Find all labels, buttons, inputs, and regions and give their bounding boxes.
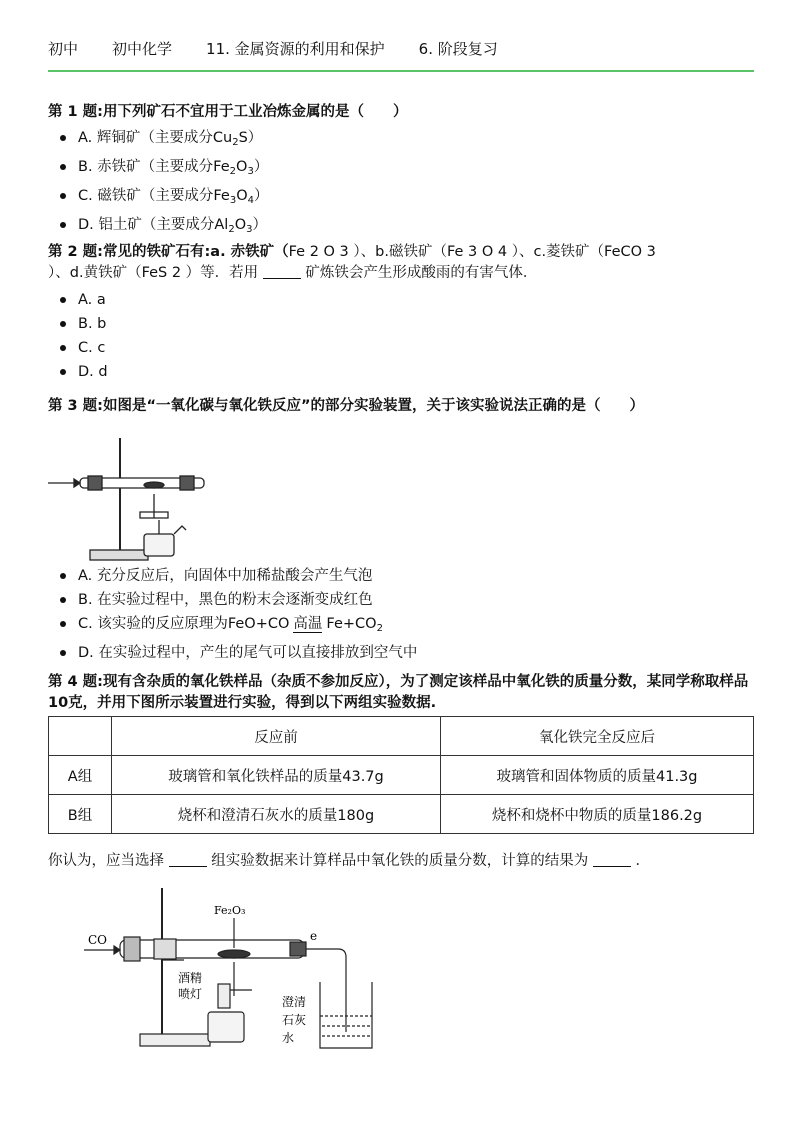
answer-blank[interactable]: [263, 264, 301, 279]
option-c[interactable]: C. c: [78, 336, 758, 360]
breadcrumb-item[interactable]: 6. 阶段复习: [418, 40, 498, 58]
option-c[interactable]: C. 该实验的反应原理为FeO+CO 高温 $Fe+CO_2$: [78, 612, 758, 641]
option-d[interactable]: D. 在实验过程中，产生的尾气可以直接排放到空气中: [78, 641, 758, 665]
question-title: 第 1 题:用下列矿石不宜用于工业冶炼金属的是（ ）: [48, 104, 408, 120]
option-c[interactable]: C. 磁铁矿（主要成分$Fe_3O_4$）: [78, 184, 758, 213]
table-row: B组 烧杯和澄清石灰水的质量180g 烧杯和烧杯中物质的质量186.2g: [49, 795, 754, 834]
question-title: 第 2 题:常见的铁矿石有:a. 赤铁矿（Fe 2 O 3 ）、b.磁铁矿（Fe 3 O 4 ）、c.菱铁矿（FeCO 3: [48, 244, 656, 260]
apparatus-figure-2: [84, 884, 384, 1056]
question-title: 第 4 题:现有含杂质的氧化铁样品（杂质不参加反应），为了测定该样品中氧化铁的质量分数，某同学称取样品10克，并用下图所示装置进行实验，得到以下两组实验数据.: [48, 674, 749, 711]
option-d[interactable]: D. 铝土矿（主要成分$Al_2O_3$）: [78, 213, 758, 242]
option-a[interactable]: A. 充分反应后，向固体中加稀盐酸会产生气泡: [78, 564, 758, 588]
header-divider: [48, 70, 754, 72]
option-b[interactable]: B. 赤铁矿（主要成分$Fe_2O_3$）: [78, 155, 758, 184]
question-3-options: [48, 564, 758, 665]
lamp-label: 酒精: [178, 971, 203, 985]
fe2o3-label: Fe₂O₃: [214, 904, 246, 917]
breadcrumb-item[interactable]: 11. 金属资源的利用和保护: [206, 40, 385, 58]
option-b[interactable]: B. b: [78, 312, 758, 336]
reaction-condition: 高温: [293, 616, 323, 632]
option-a[interactable]: A. a: [78, 288, 758, 312]
option-b[interactable]: B. 在实验过程中，黑色的粉末会逐渐变成红色: [78, 588, 758, 612]
option-a[interactable]: A. 辉铜矿（主要成分$Cu_2S$）: [78, 126, 758, 155]
question-3: [48, 396, 758, 417]
table-header-row: 反应前 氧化铁完全反应后: [49, 717, 754, 756]
breadcrumb-item[interactable]: 初中: [48, 40, 79, 58]
answer-blank-2[interactable]: [593, 852, 631, 867]
answer-blank-1[interactable]: [169, 852, 207, 867]
question-4: [48, 672, 758, 714]
breadcrumb-item[interactable]: 初中化学: [112, 40, 173, 58]
data-table: [48, 716, 754, 834]
option-d[interactable]: D. d: [78, 360, 758, 384]
apparatus-figure-1: [48, 438, 218, 564]
e-label: e: [310, 929, 318, 943]
co-label: CO: [88, 933, 108, 947]
limewater-label: 石灰: [282, 1013, 307, 1027]
lamp-label: 喷灯: [178, 987, 203, 1001]
breadcrumb: [48, 38, 532, 59]
question-1: [48, 102, 758, 242]
question-4-answer: 你认为，应当选择 组实验数据来计算样品中氧化铁的质量分数，计算的结果为 ．: [48, 853, 650, 869]
limewater-label: 澄清: [282, 995, 307, 1009]
limewater-label: 水: [282, 1031, 295, 1045]
question-2: 第 2 题:常见的铁矿石有:a. 赤铁矿（Fe 2 O 3 ）、b.磁铁矿（Fe 3 O 4 ）、c.菱铁矿（FeCO 3 ）、d.黄铁矿（FeS 2 ）等．若用 矿炼铁会产生形成酸雨的有害气体． A. a B. b C. c D. d: [48, 242, 758, 384]
table-row: A组 玻璃管和氧化铁样品的质量43.7g 玻璃管和固体物质的质量41.3g: [49, 756, 754, 795]
question-title: 第 3 题:如图是“一氧化碳与氧化铁反应”的部分实验装置，关于该实验说法正确的是（ ）: [48, 398, 645, 414]
